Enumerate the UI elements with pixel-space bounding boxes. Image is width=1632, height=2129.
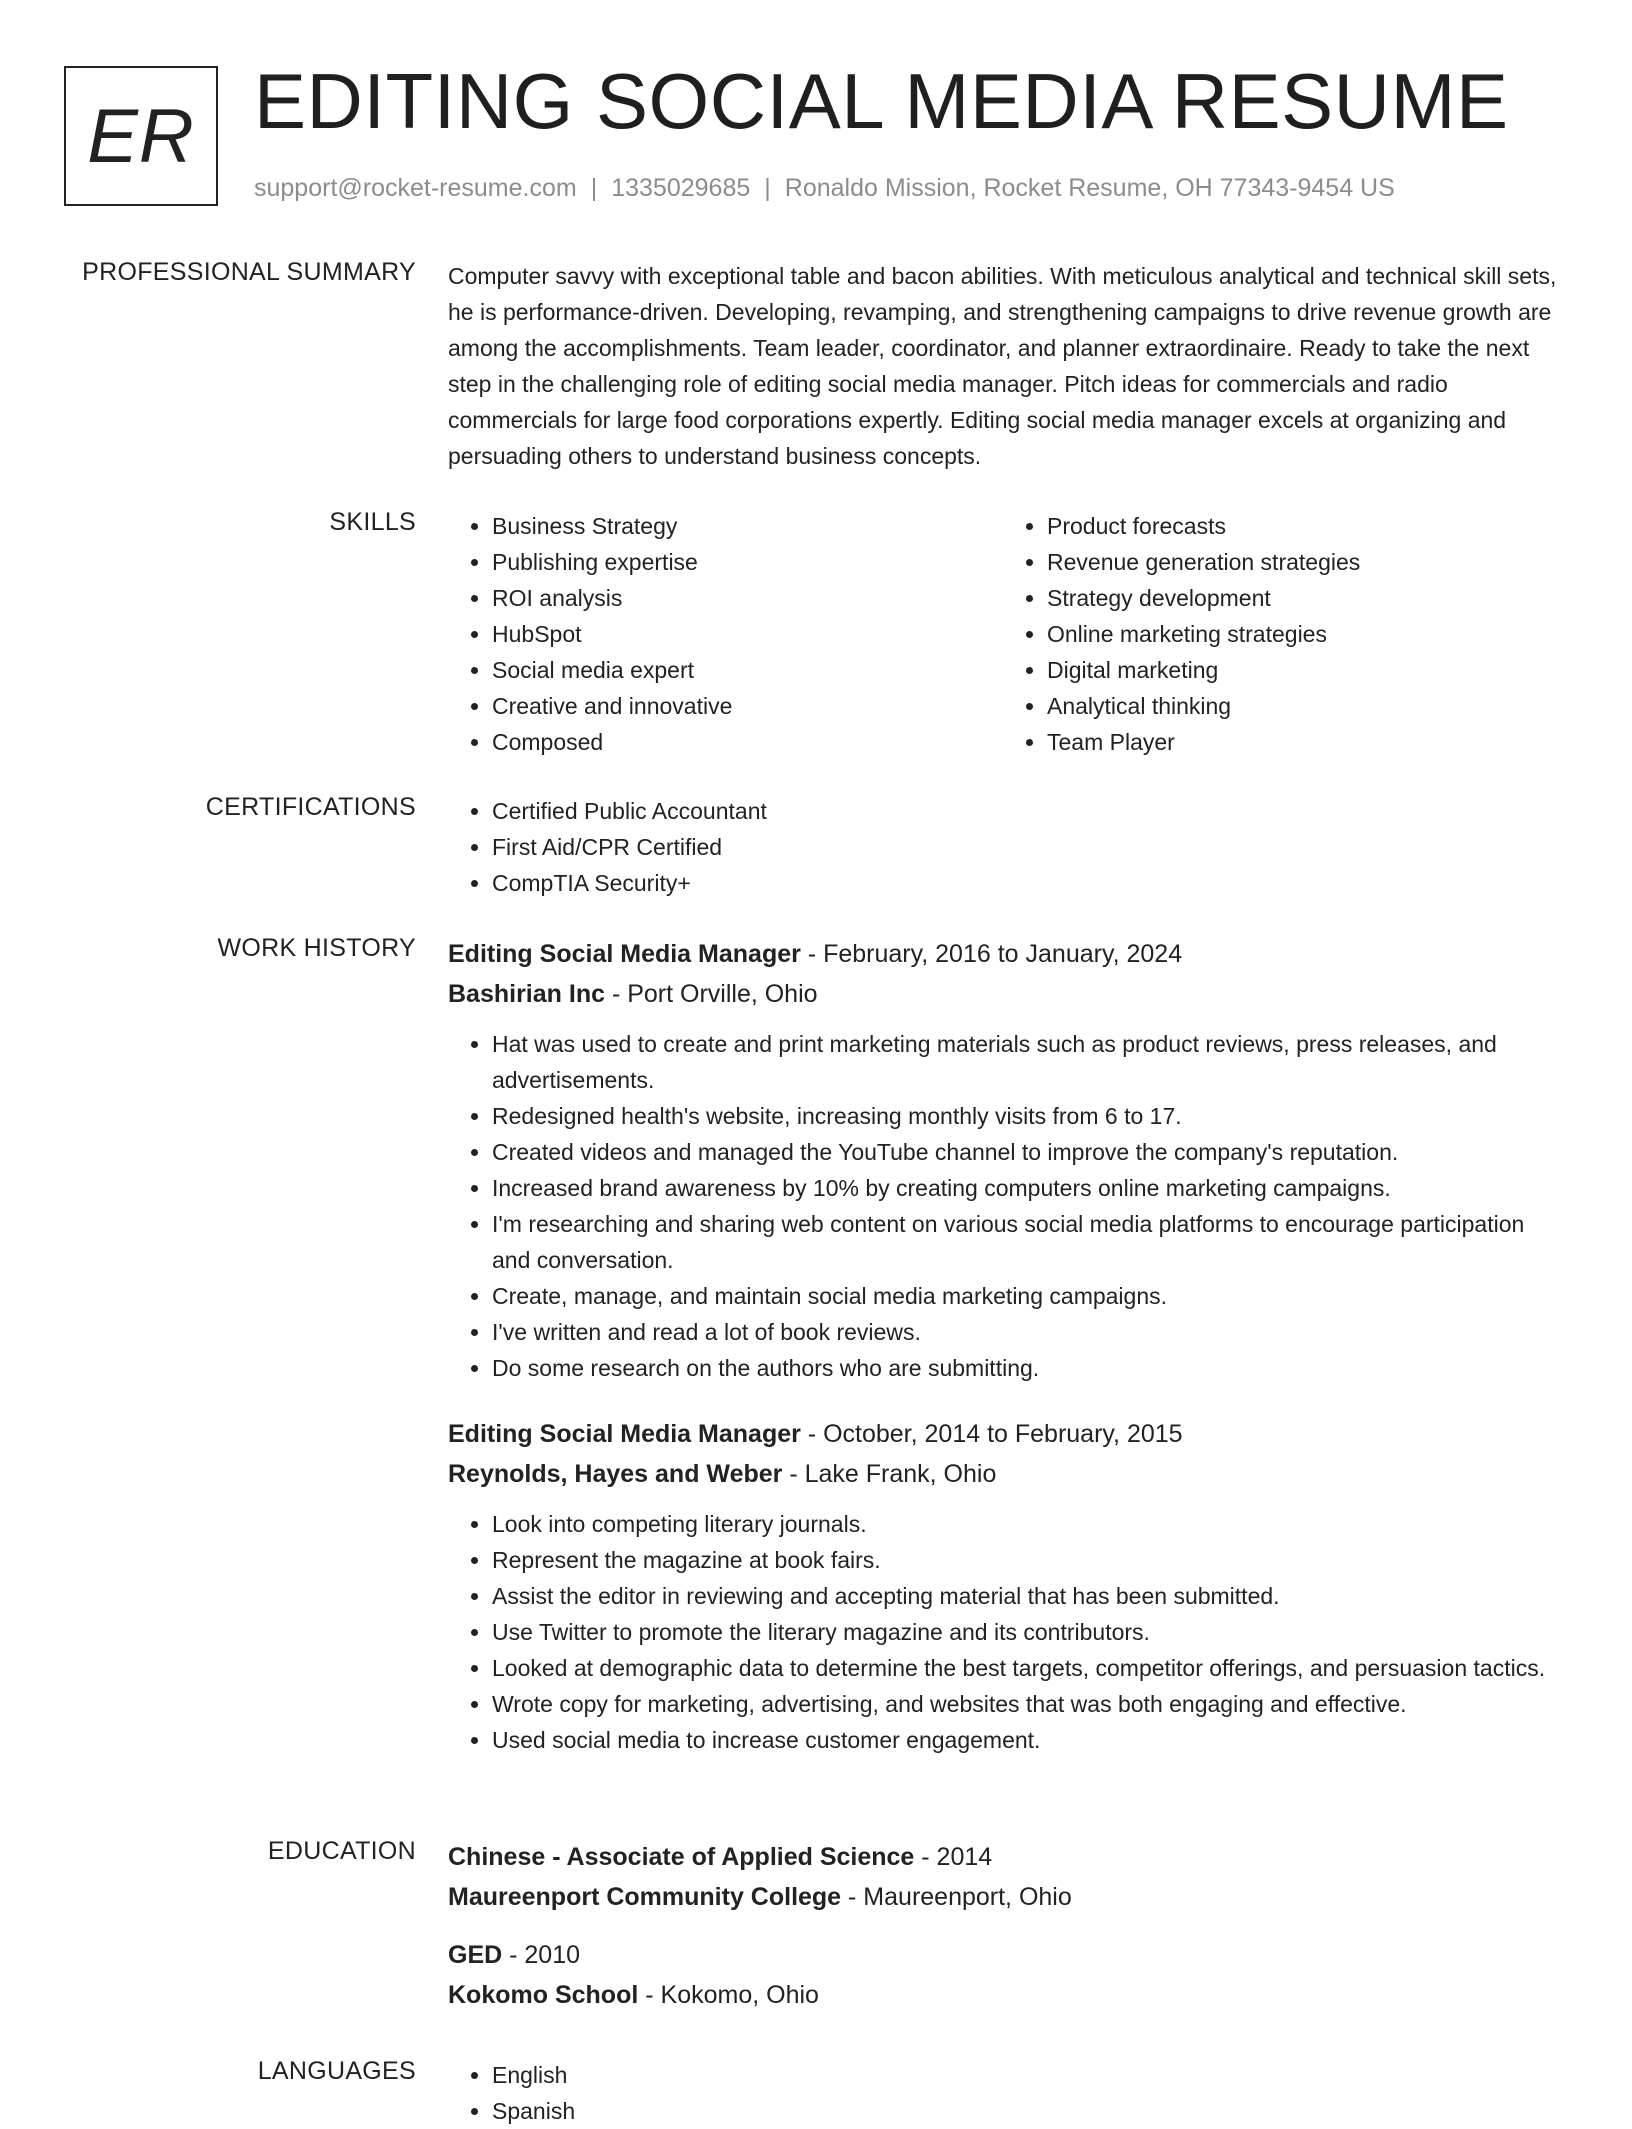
job-bullet: • Used social media to increase customer engagement.	[492, 1722, 1558, 1758]
skills-list-left	[448, 508, 1003, 760]
job-entry	[448, 934, 1558, 1386]
resume-title: EDITING SOCIAL MEDIA RESUME	[254, 57, 1509, 145]
education-degree: GED	[448, 1941, 503, 1969]
education-year: - 2010	[502, 1941, 581, 1969]
skill-item: • Publishing expertise	[492, 544, 1003, 580]
contact-separator: |	[764, 174, 771, 202]
contact-phone[interactable]: 1335029685	[611, 174, 751, 202]
skill-item: • Business Strategy	[492, 508, 1003, 544]
education-year: - 2014	[914, 1843, 993, 1871]
job-bullet: • Create, manage, and maintain social media marketing campaigns.	[492, 1278, 1558, 1314]
job-title: Editing Social Media Manager	[448, 1420, 801, 1448]
skills-list-right	[1003, 508, 1558, 760]
job-dates: - February, 2016 to January, 2024	[800, 940, 1183, 968]
language-item: • English	[492, 2057, 1558, 2093]
skill-item: • Social media expert	[492, 652, 1003, 688]
skill-item: • Online marketing strategies	[1047, 616, 1558, 652]
job-company: Reynolds, Hayes and Weber	[448, 1460, 783, 1488]
certifications-list	[448, 793, 1558, 901]
education-location: - Maureenport, Ohio	[841, 1883, 1072, 1911]
certification-item: • CompTIA Security+	[492, 865, 1558, 901]
skill-item: • Creative and innovative	[492, 688, 1003, 724]
certification-item: • First Aid/CPR Certified	[492, 829, 1558, 865]
job-bullet: • Looked at demographic data to determine the best targets, competitor offerings, and persuasion tactics.	[492, 1650, 1558, 1686]
job-bullet: • Assist the editor in reviewing and accepting material that has been submitted.	[492, 1578, 1558, 1614]
certification-item: • Certified Public Accountant	[492, 793, 1558, 829]
education-degree-line	[448, 1837, 1558, 1877]
job-title: Editing Social Media Manager	[448, 940, 801, 968]
skill-item: • Analytical thinking	[1047, 688, 1558, 724]
job-bullet: • Look into competing literary journals.	[492, 1506, 1558, 1542]
education-school-line	[448, 1975, 1558, 2015]
job-bullet: • Hat was used to create and print marketing materials such as product reviews, press releases, and advertisements.	[492, 1026, 1558, 1098]
job-title-line	[448, 1414, 1558, 1454]
job-title-line	[448, 934, 1558, 974]
education-degree-line	[448, 1935, 1558, 1975]
section-label-languages: LANGUAGES	[257, 2057, 416, 2085]
section-label-certifications: CERTIFICATIONS	[205, 793, 416, 821]
skill-item: • HubSpot	[492, 616, 1003, 652]
education-entry	[448, 1837, 1558, 1917]
languages-body	[448, 2057, 1558, 2129]
job-bullet: • Increased brand awareness by 10% by creating computers online marketing campaigns.	[492, 1170, 1558, 1206]
skill-item: • Digital marketing	[1047, 652, 1558, 688]
job-bullet: • Use Twitter to promote the literary magazine and its contributors.	[492, 1614, 1558, 1650]
initials-monogram: ER	[64, 66, 218, 206]
education-entry	[448, 1935, 1558, 2015]
job-dates: - October, 2014 to February, 2015	[800, 1420, 1183, 1448]
skill-item: • Revenue generation strategies	[1047, 544, 1558, 580]
job-entry	[448, 1414, 1558, 1758]
section-label-work-history: WORK HISTORY	[217, 934, 416, 962]
summary-text: Computer savvy with exceptional table and bacon abilities. With meticulous analytical and technical skill sets, he is performance-driven. Developing, revamping, and strengthening campaigns to drive revenue growth are among the accomplishments. Team leader, coordinator, and planner extraordinaire. Ready to take the next step in the challenging role of editing social media manager. Pitch ideas for commercials and radio commercials for large food corporations expertly. Editing social media manager excels at organizing and persuading others to understand business concepts.	[448, 263, 1557, 469]
job-bullet: • Do some research on the authors who are submitting.	[492, 1350, 1558, 1386]
certifications-body	[448, 793, 1558, 901]
job-bullets	[448, 1506, 1558, 1758]
education-school-line	[448, 1877, 1558, 1917]
job-location: - Port Orville, Ohio	[605, 980, 818, 1008]
job-company-line	[448, 1454, 1558, 1494]
skill-item: • Strategy development	[1047, 580, 1558, 616]
skills-columns	[448, 508, 1558, 760]
education-school: Maureenport Community College	[448, 1883, 842, 1911]
education-school: Kokomo School	[448, 1981, 639, 2009]
education-body	[448, 1837, 1558, 2027]
job-bullet: • Wrote copy for marketing, advertising, and websites that was both engaging and effective.	[492, 1686, 1558, 1722]
skill-item: • Composed	[492, 724, 1003, 760]
section-label-education: EDUCATION	[267, 1837, 416, 1865]
job-company-line	[448, 974, 1558, 1014]
section-label-summary: PROFESSIONAL SUMMARY	[82, 258, 416, 286]
contact-line	[254, 174, 1395, 203]
contact-email[interactable]: support@rocket-resume.com	[254, 174, 577, 202]
job-bullet: • I'm researching and sharing web content on various social media platforms to encourage participation and conversation.	[492, 1206, 1558, 1278]
job-bullets	[448, 1026, 1558, 1386]
job-company: Bashirian Inc	[448, 980, 605, 1008]
job-bullet: • I've written and read a lot of book reviews.	[492, 1314, 1558, 1350]
job-bullet: • Redesigned health's website, increasing monthly visits from 6 to 17.	[492, 1098, 1558, 1134]
contact-address: Ronaldo Mission, Rocket Resume, OH 77343-9454 US	[784, 174, 1395, 202]
work-history-body	[448, 934, 1558, 1758]
language-item: • Spanish	[492, 2093, 1558, 2129]
languages-list	[448, 2057, 1558, 2129]
skill-item: • Team Player	[1047, 724, 1558, 760]
education-degree: Chinese - Associate of Applied Science	[448, 1843, 915, 1871]
job-bullet: • Represent the magazine at book fairs.	[492, 1542, 1558, 1578]
skill-item: • ROI analysis	[492, 580, 1003, 616]
skill-item: • Product forecasts	[1047, 508, 1558, 544]
job-location: - Lake Frank, Ohio	[782, 1460, 997, 1488]
contact-separator: |	[590, 174, 598, 202]
education-location: - Kokomo, Ohio	[638, 1981, 819, 2009]
job-bullet: • Created videos and managed the YouTube channel to improve the company's reputation.	[492, 1134, 1558, 1170]
section-label-skills: SKILLS	[329, 508, 416, 536]
